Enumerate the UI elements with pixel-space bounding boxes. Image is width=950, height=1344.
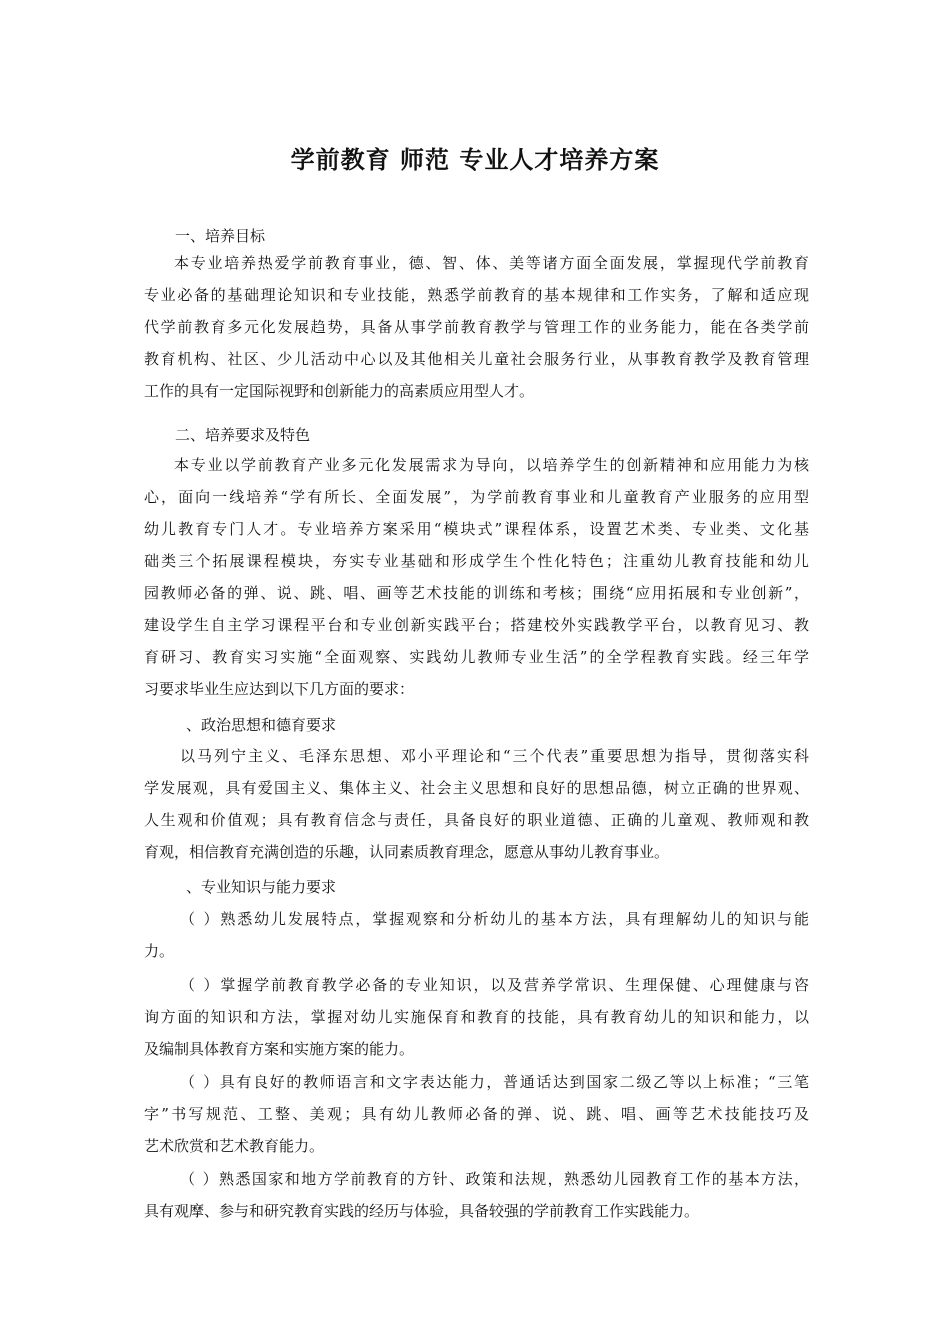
paragraph-line: 人生观和价值观；具有教育信念与责任，具备良好的职业道德、正确的儿童观、教师观和教 (144, 811, 809, 829)
paragraph-line: 具有观摩、参与和研究教育实践的经历与体验，具备较强的学前教育工作实践能力。 (144, 1202, 700, 1220)
paragraph-line: 代学前教育多元化发展趋势，具备从事学前教育教学与管理工作的业务能力，能在各类学前 (144, 318, 809, 336)
paragraph-line: 习要求毕业生应达到以下几方面的要求： (144, 680, 415, 698)
paragraph-line: 本专业以学前教育产业多元化发展需求为导向，以培养学生的创新精神和应用能力为核 (174, 456, 809, 474)
section-heading-goals: 一、培养目标 (175, 227, 266, 245)
paragraph-line: （ ）掌握学前教育教学必备的专业知识，以及营养学常识、生理保健、心理健康与咨 (180, 976, 809, 994)
paragraph-line: 园教师必备的弹、说、跳、唱、画等艺术技能的训练和考核；围绕“应用拓展和专业创新”， (144, 584, 809, 602)
knowledge-item-1 (144, 903, 809, 967)
political-body (144, 740, 809, 868)
paragraph-line: 艺术欣赏和艺术教育能力。 (144, 1137, 325, 1155)
paragraph-line: 心，面向一线培养“学有所长、全面发展”，为学前教育事业和儿童教育产业服务的应用型 (144, 488, 809, 506)
document-title: 学前教育 师范 专业人才培养方案 (290, 145, 660, 174)
paragraph-line: 育观，相信教育充满创造的乐趣，认同素质教育理念，愿意从事幼儿教育事业。 (144, 843, 670, 861)
paragraph-line: 育研习、教育实习实施“全面观察、实践幼儿教师专业生活”的全学程教育实践。经三年学 (144, 648, 809, 666)
section-body-goals (144, 247, 809, 407)
paragraph-line: 及编制具体教育方案和实施方案的能力。 (144, 1040, 415, 1058)
paragraph-line: 学发展观，具有爱国主义、集体主义、社会主义思想和良好的思想品德，树立正确的世界观、 (144, 779, 809, 797)
paragraph-line: （ ）具有良好的教师语言和文字表达能力，普通话达到国家二级乙等以上标准；“三笔 (180, 1073, 809, 1091)
paragraph-line: （ ）熟悉幼儿发展特点，掌握观察和分析幼儿的基本方法，具有理解幼儿的知识与能 (180, 910, 809, 928)
paragraph-line: 础类三个拓展课程模块，夯实专业基础和形成学生个性化特色；注重幼儿教育技能和幼儿 (144, 552, 809, 570)
knowledge-item-4 (144, 1163, 809, 1227)
paragraph-line: 字”书写规范、工整、美观；具有幼儿教师必备的弹、说、跳、唱、画等艺术技能技巧及 (144, 1105, 809, 1123)
section-heading-requirements: 二、培养要求及特色 (175, 426, 311, 444)
paragraph-line: 力。 (144, 942, 175, 960)
subheading-political: 、政治思想和德育要求 (186, 716, 337, 734)
knowledge-item-2 (144, 969, 809, 1065)
paragraph-line: 幼儿教育专门人才。专业培养方案采用“模块式”课程体系，设置艺术类、专业类、文化基 (144, 520, 809, 538)
paragraph-line: （ ）熟悉国家和地方学前教育的方针、政策和法规，熟悉幼儿园教育工作的基本方法， (180, 1170, 809, 1188)
paragraph-line: 询方面的知识和方法，掌握对幼儿实施保育和教育的技能，具有教育幼儿的知识和能力，以 (144, 1008, 809, 1026)
subheading-knowledge: 、专业知识与能力要求 (186, 878, 337, 896)
paragraph-line: 以马列宁主义、毛泽东思想、邓小平理论和“三个代表”重要思想为指导，贯彻落实科 (180, 747, 809, 765)
paragraph-line: 本专业培养热爱学前教育事业，德、智、体、美等诸方面全面发展，掌握现代学前教育 (174, 254, 809, 272)
knowledge-item-3 (144, 1066, 809, 1162)
paragraph-line: 建设学生自主学习课程平台和专业创新实践平台；搭建校外实践教学平台，以教育见习、教 (144, 616, 809, 634)
paragraph-line: 工作的具有一定国际视野和创新能力的高素质应用型人才。 (144, 382, 535, 400)
paragraph-line: 专业必备的基础理论知识和专业技能，熟悉学前教育的基本规律和工作实务，了解和适应现 (144, 286, 809, 304)
paragraph-line: 教育机构、社区、少儿活动中心以及其他相关儿童社会服务行业，从事教育教学及教育管理 (144, 350, 809, 368)
section-body-requirements (144, 449, 809, 705)
